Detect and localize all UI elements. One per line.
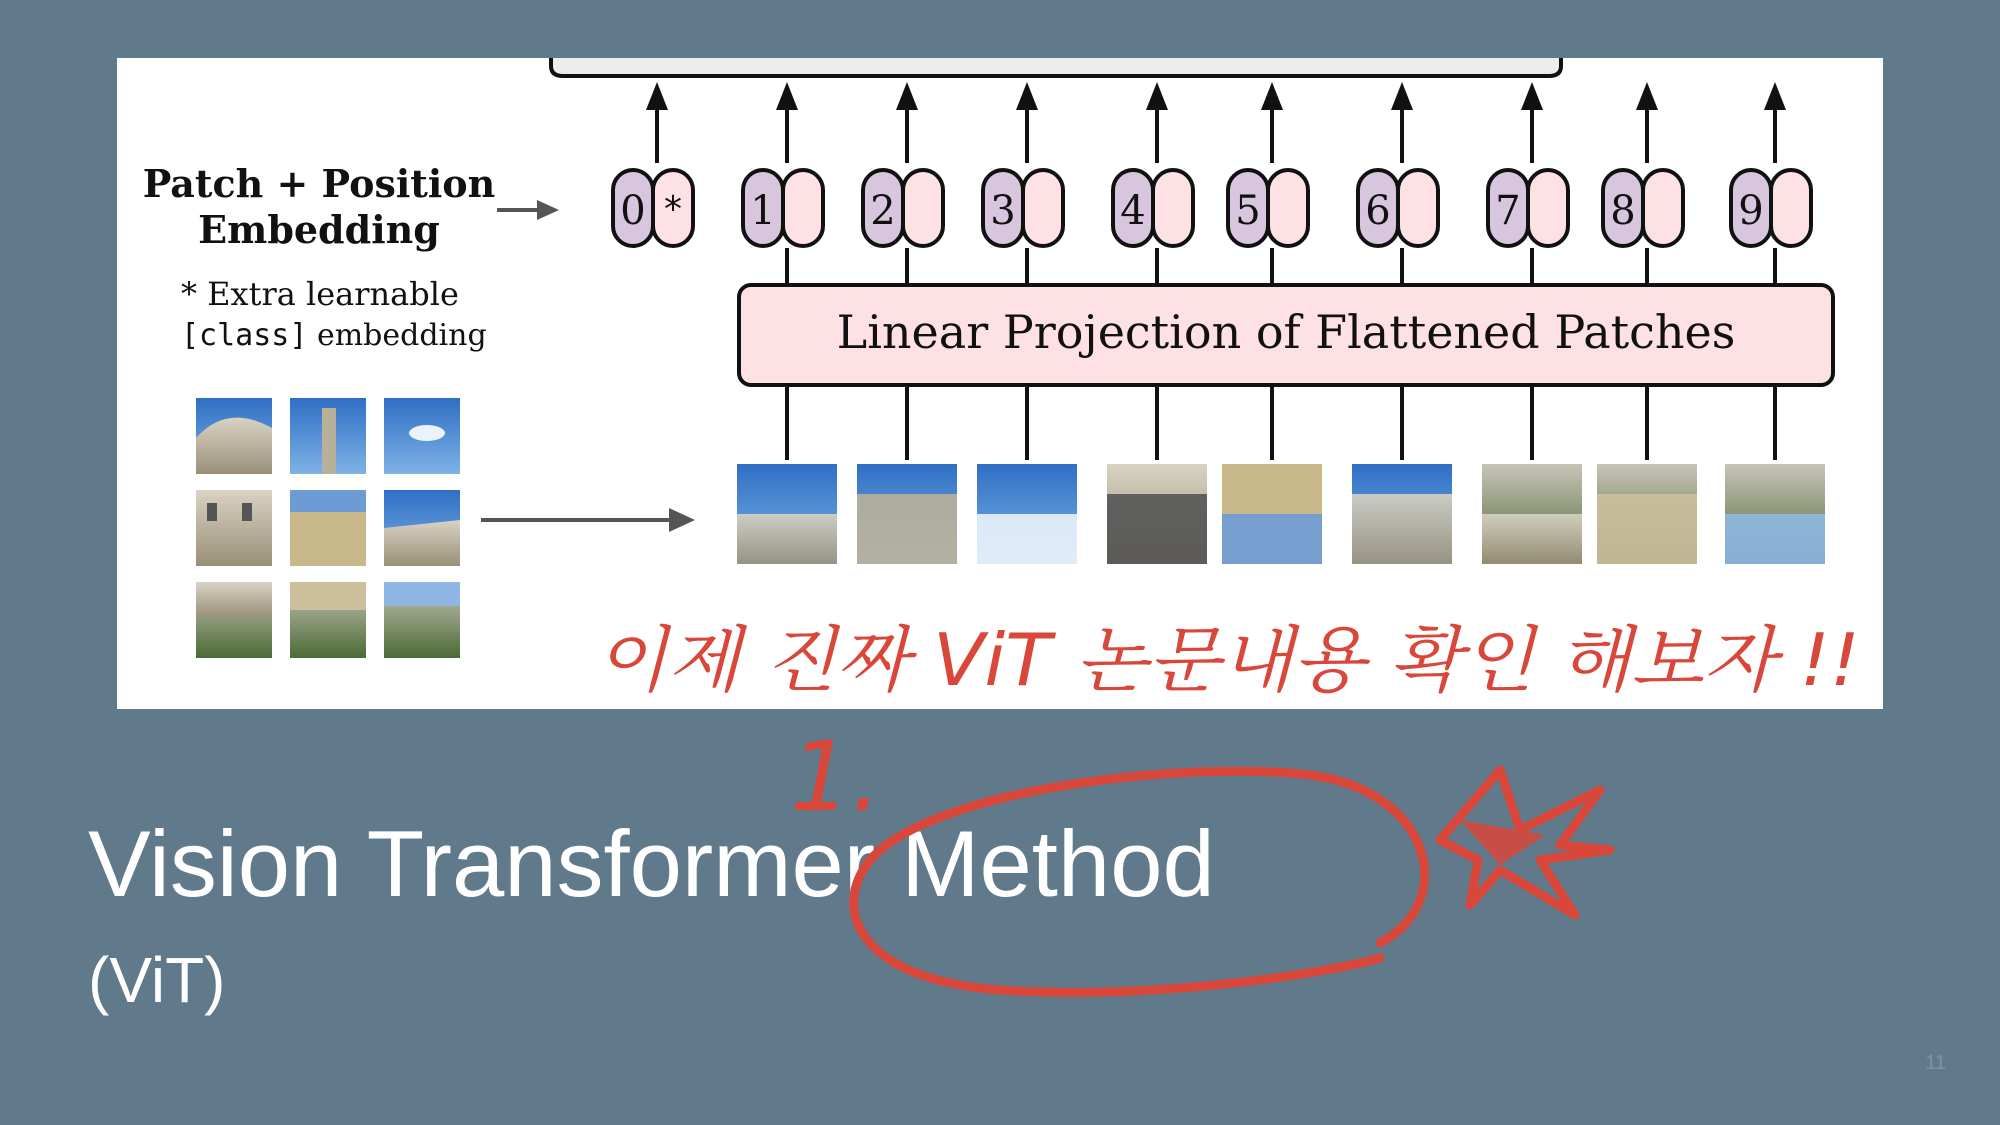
star-doodle-icon: [1460, 820, 1545, 865]
arrowhead: [896, 82, 918, 110]
arrowhead: [1261, 82, 1283, 110]
flattened-patch: [1597, 464, 1697, 564]
patch-embedding: [1643, 170, 1683, 246]
grid-patch: [384, 490, 460, 566]
class-note-line2: [181, 318, 487, 353]
position-number: 1: [750, 188, 776, 234]
token-2: [863, 82, 943, 460]
patch-embedding: [1771, 170, 1811, 246]
arrowhead: [1391, 82, 1413, 110]
patch-embedding: [903, 170, 943, 246]
patch-embedding: [1153, 170, 1193, 246]
position-number: 7: [1495, 188, 1521, 234]
star-doodle-icon: [1440, 770, 1610, 915]
grid-patch: [290, 582, 366, 658]
token-4: [1113, 82, 1193, 460]
grid-patch: [290, 398, 366, 474]
linear-projection-label: Linear Projection of Flattened Patches: [836, 305, 1736, 359]
grid-patch: [384, 582, 460, 658]
token-3: [983, 82, 1063, 460]
position-number: 5: [1235, 188, 1261, 234]
flattened-patch: [737, 464, 837, 564]
flattened-patch: [1725, 464, 1825, 564]
patch-embedding: [783, 170, 823, 246]
flattened-patch-row: [737, 464, 1825, 564]
flattened-patch: [1482, 464, 1582, 564]
arrowhead: [1764, 82, 1786, 110]
embedding-label-line2: Embedding: [198, 207, 440, 252]
patch-grid: [196, 398, 460, 658]
flattened-patch: [1352, 464, 1452, 564]
encoder-box-edge: [551, 58, 1561, 76]
patches-arrowhead: [669, 508, 695, 532]
flattened-patch: [977, 464, 1077, 564]
korean-handwritten-note: 이제 진짜 ViT 논문내용 확인 해보자 !!: [595, 618, 1860, 702]
token-0: [613, 82, 693, 246]
embedding-label-line1: Patch + Position: [142, 161, 496, 206]
arrowhead: [1016, 82, 1038, 110]
position-number: 2: [870, 188, 896, 234]
token-8: [1603, 82, 1683, 460]
position-number: 0: [620, 188, 646, 234]
embedding-arrowhead: [537, 200, 559, 220]
flattened-patch: [1222, 464, 1322, 564]
class-note-code: [class]: [181, 318, 308, 353]
patch-embedding: [1268, 170, 1308, 246]
position-number: 8: [1610, 188, 1636, 234]
position-number: 4: [1120, 188, 1146, 234]
class-note-line1: * Extra learnable: [181, 275, 459, 313]
arrowhead: [776, 82, 798, 110]
class-token-symbol: *: [664, 189, 682, 230]
patch-embedding: [1528, 170, 1568, 246]
arrowhead: [1636, 82, 1658, 110]
patch-embedding: [1023, 170, 1063, 246]
grid-patch: [196, 582, 272, 658]
grid-patch: [196, 490, 272, 566]
number-mark: 1.: [790, 721, 882, 833]
token-1: [743, 82, 823, 460]
token-7: [1488, 82, 1568, 460]
token-9: [1731, 82, 1811, 460]
position-number: 6: [1365, 188, 1391, 234]
patch-embedding: [1398, 170, 1438, 246]
page-number: 11: [1925, 1052, 1946, 1074]
grid-patch: [196, 398, 272, 474]
figure-diagram: [117, 58, 1883, 709]
embedding-tokens: [613, 82, 1811, 460]
grid-patch: [290, 490, 366, 566]
class-note-rest: embedding: [307, 318, 487, 353]
flattened-patch: [1107, 464, 1207, 564]
slide-title: Vision Transformer Method: [88, 811, 1215, 916]
token-5: [1228, 82, 1308, 460]
position-number: 3: [990, 188, 1016, 234]
arrowhead: [1146, 82, 1168, 110]
token-6: [1358, 82, 1438, 460]
position-number: 9: [1738, 188, 1764, 234]
vit-architecture-figure: [117, 58, 1883, 709]
flattened-patch: [857, 464, 957, 564]
arrowhead: [1521, 82, 1543, 110]
arrowhead: [646, 82, 668, 110]
grid-patch: [384, 398, 460, 474]
slide-subtitle: (ViT): [88, 944, 226, 1016]
